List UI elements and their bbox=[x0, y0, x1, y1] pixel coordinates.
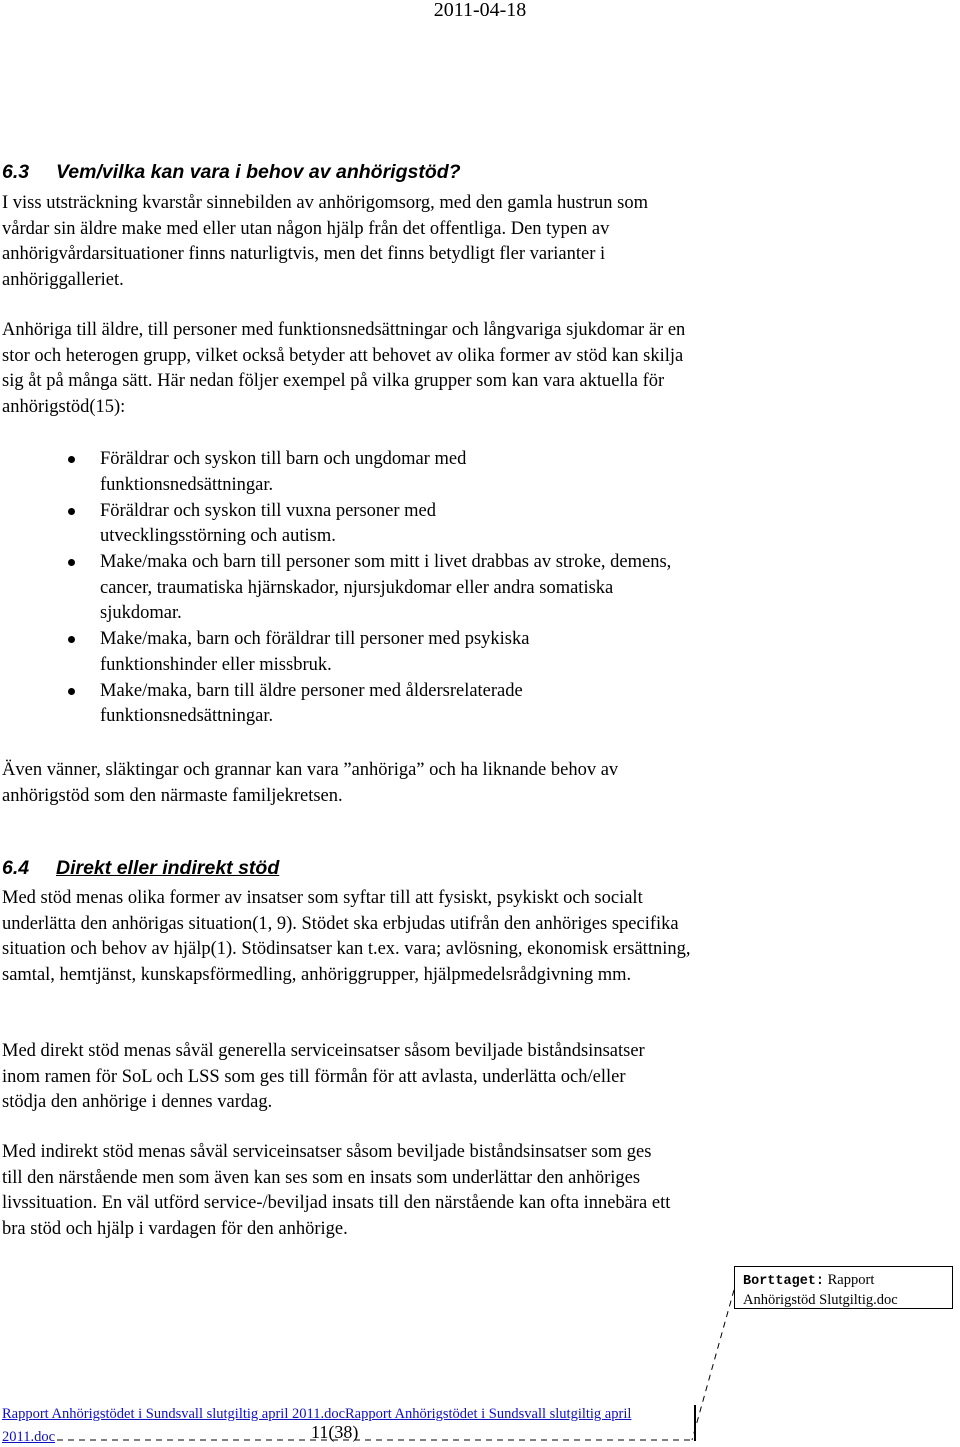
list-item: Make/maka, barn till äldre personer med åldersrelaterade funktionsnedsättningar. bbox=[0, 679, 700, 730]
section-number: 6.4 bbox=[2, 857, 30, 879]
list-item: Föräldrar och syskon till vuxna personer med utvecklingsstörning och autism. bbox=[0, 499, 700, 550]
footer-filename: 2011.doc bbox=[2, 1429, 56, 1445]
list-item: Make/maka, barn och föräldrar till personer med psykiska funktionshinder eller missbruk. bbox=[0, 627, 700, 678]
list-item: Make/maka och barn till personer som mitt i livet drabbas av stroke, demens, cancer, traumatiska hjärnskador, njursjukdomar eller andra somatiska sjukdomar. bbox=[0, 550, 700, 627]
paragraph: Även vänner, släktingar och grannar kan vara ”anhöriga” och ha liknande behov av anhörigstöd som den närmaste familjekretsen. bbox=[2, 760, 619, 806]
paragraph: Med indirekt stöd menas såväl serviceinsatser såsom beviljade biståndsinsatser som ges till den närstående men som även kan ses som en insats som underlättar den anhöriges livssituation. En väl utförd service-/beviljad insats till den närstående kan ofta innebära ett bra stöd och hjälp i vardagen för den anhörige. bbox=[2, 1142, 671, 1239]
comment-connector-line bbox=[692, 1290, 734, 1440]
comment-label: Borttaget: bbox=[743, 1274, 825, 1289]
footer-filename: Rapport Anhörigstödet i Sundsvall slutgiltig april 2011.docRapport Anhörigstödet i Sundsvall slutgiltig april bbox=[2, 1406, 632, 1422]
paragraph: Anhöriga till äldre, till personer med funktionsnedsättningar och långvariga sjukdomar är en stor och heterogen grupp, vilket också betyder att behovet av olika former av stöd kan skilja sig åt på många sätt. Här nedan följer exempel på vilka grupper som kan vara aktuella för anhörigstöd(15): bbox=[2, 320, 686, 417]
paragraph: I viss utsträckning kvarstår sinnebilden av anhörigomsorg, med den gamla hustrun som vårdar sin äldre make med eller utan någon hjälp från det offentliga. Den typen av anhörigvårdarsituationer finns naturligtvis, men det finns betydligt fler varianter i anhöriggalleriet. bbox=[2, 193, 649, 290]
paragraph: Med stöd menas olika former av insatser som syftar till att fysiskt, psykiskt och socialt underlätta den anhörigas situation(1, 9). Stödet ska erbjudas utifrån den anhöriges specifika situation och behov av hjälp(1). Stödinsatser kan t.ex. vara; avlösning, ekonomisk ersättning, samtal, hemtjänst, kunskapsförmedling, anhöriggrupper, hjälpmedelsrådgivning mm. bbox=[2, 888, 691, 985]
comment-text: Anhörigstöd Slutgiltig.doc bbox=[743, 1292, 898, 1308]
section-number: 6.3 bbox=[2, 161, 30, 183]
page-number: 11(38) bbox=[311, 1422, 359, 1442]
section-title: Vem/vilka kan vara i behov av anhörigstöd? bbox=[56, 161, 461, 183]
header-date: 2011-04-18 bbox=[433, 0, 527, 21]
paragraph: Med direkt stöd menas såväl generella serviceinsatser såsom beviljade biståndsinsatser inom ramen för SoL och LSS som ges till förmån för att avlasta, underlätta och/eller stödja den anhörige i dennes vardag. bbox=[2, 1041, 645, 1112]
comment-text: Rapport bbox=[827, 1272, 875, 1288]
list-item: Föräldrar och syskon till barn och ungdomar med funktionsnedsättningar. bbox=[0, 447, 700, 498]
section-title: Direkt eller indirekt stöd bbox=[56, 857, 280, 879]
